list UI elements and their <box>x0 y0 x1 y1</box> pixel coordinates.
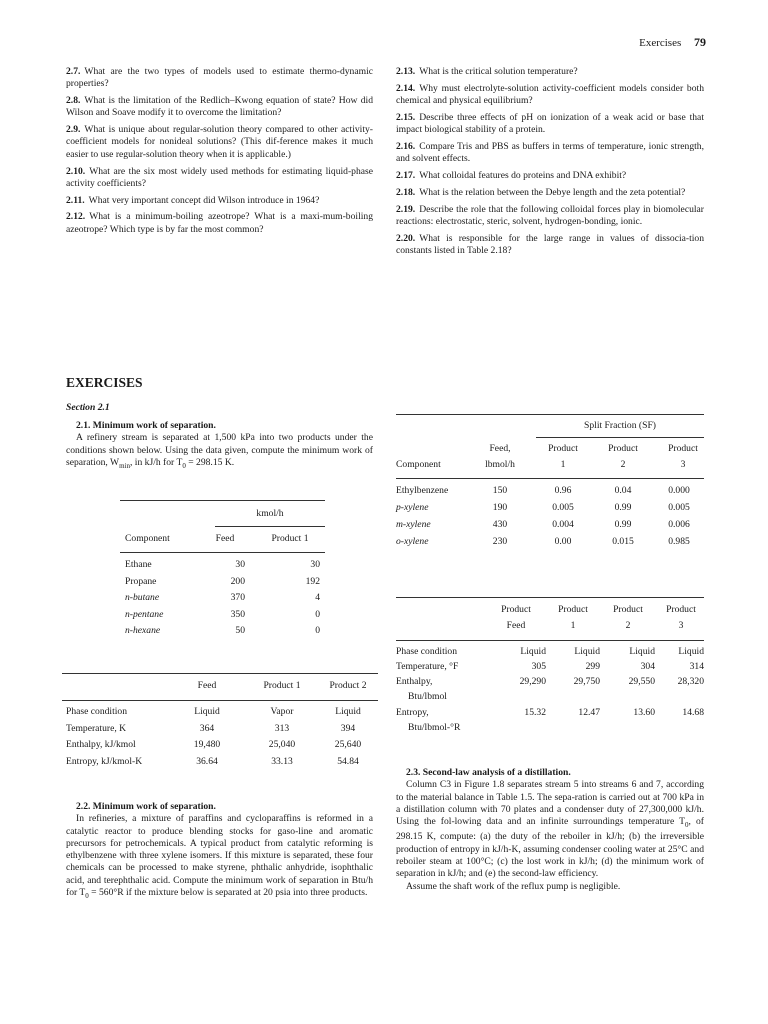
question-2-8: 2.8. What is the limitation of the Redlich–Kwong equation of state? How did Wilson and Soave modify it to overcome the limitation? <box>66 95 373 119</box>
col-header-product-1: Product 1 <box>548 443 578 470</box>
table-cell: 0.985 <box>668 536 690 547</box>
questions-left-column <box>66 66 373 241</box>
table-cell: 313 <box>274 722 290 734</box>
exercise-2-1-title: Minimum work of separation. <box>92 420 216 431</box>
table-cell-component: Propane <box>125 575 157 587</box>
table-cell: 314 <box>689 661 704 672</box>
table-cell-feed: 370 <box>230 592 245 603</box>
table-cell-product-1: 30 <box>310 559 320 570</box>
col-header-product-2: Product 2 <box>329 680 367 691</box>
table-cell-component: m-xylene <box>396 519 431 530</box>
col-header-product-1: Product 1 <box>263 680 301 691</box>
table-cell-feed: 350 <box>230 608 245 620</box>
exercise-2-2 <box>66 801 373 902</box>
question-2-10: 2.10. What are the six most widely used methods for estimating liquid-phase activity coefficients? <box>66 165 373 189</box>
table-cell: Liquid <box>574 646 600 657</box>
table-cell-product-1: 192 <box>305 575 320 587</box>
table-rule <box>215 526 325 527</box>
table-row-label: Phase condition <box>396 646 458 657</box>
table-row-label: Entropy, kJ/kmol-K <box>66 755 143 767</box>
table-rule <box>536 437 704 438</box>
table-cell: 0.04 <box>614 485 632 496</box>
table-cell-component: n-hexane <box>125 625 161 636</box>
table-cell: 0.005 <box>552 502 574 513</box>
table-cell-product-1: 0 <box>315 625 320 636</box>
table-cell: 29,550 <box>628 676 655 687</box>
table-cell-product-1: 4 <box>315 592 320 603</box>
exercise-2-2-title: Minimum work of separation. <box>92 801 216 812</box>
table-cell: 33.13 <box>271 755 293 767</box>
table-cell: 29,290 <box>519 676 546 687</box>
stream-properties-table <box>62 673 378 773</box>
col-header-component: Component <box>396 459 441 470</box>
table-cell: 15.32 <box>524 707 546 718</box>
question-2-15: 2.15. Describe three effects of pH on ionization of a weak acid or base that impact biological stability of a protein. <box>396 111 704 136</box>
table-rule <box>396 478 704 479</box>
question-2-20: 2.20. What is responsible for the large range in values of dissocia-tion constants listed in Table 2.18? <box>396 232 704 257</box>
table-cell: 299 <box>585 661 600 672</box>
table-cell: 0.004 <box>552 519 574 530</box>
table-cell: 0.005 <box>668 502 690 513</box>
table-cell: 13.60 <box>633 707 655 718</box>
table-cell: 430 <box>492 519 508 530</box>
table-row-label: Btu/lbmol-°R <box>408 722 461 733</box>
col-header: Product Feed <box>501 604 531 631</box>
table-cell: 12.47 <box>578 707 600 718</box>
exercise-2-3-body: Column C3 in Figure 1.8 separates stream 5 into streams 6 and 7, according to the material balance in Table 1.5. The sepa-ration is carried out at 700 kPa in a distillation column with 70 plates and a condenser duty of 27,300,000 kJ/h. Using the fol-lowing data and an infinite surroundings temperature $T_0$, of 298.15 K, compute: (a) the duty of the reboiler in kJ/h; (b) the irreversible production of entropy in kJ/h-K, assuming condenser cooling water at 25°C and reboiler steam at 100°C; (c) the lost work in kJ/h; (d) the minimum work of separation in kJ/h; and (e) the second-law efficiency. <box>396 779 704 880</box>
table-cell: 0.000 <box>668 485 690 496</box>
question-2-13: 2.13. What is the critical solution temperature? <box>396 66 578 77</box>
table-cell: Liquid <box>335 706 361 717</box>
col-header-feed: Feed <box>215 533 235 544</box>
question-2-17: 2.17. What colloidal features do proteins and DNA exhibit? <box>396 170 627 182</box>
exercises-heading: EXERCISES <box>66 375 143 390</box>
table-rule <box>396 597 704 598</box>
table-cell: 394 <box>340 722 356 734</box>
col-header-feed: Feed, lbmol/h <box>485 443 515 470</box>
col-header: Product 3 <box>666 604 696 631</box>
question-2-12: 2.12. What is a minimum-boiling azeotrope? What is a maxi-mum-boiling azeotrope? Which type is by far the most common? <box>66 211 373 235</box>
exercise-2-3-title: Second-law analysis of a distillation. <box>422 767 571 778</box>
col-header-product-3: Product 3 <box>668 443 698 470</box>
table-cell: 14.68 <box>682 707 704 718</box>
table-cell: Liquid <box>520 646 546 657</box>
question-2-18: 2.18. What is the relation between the Debye length and the zeta potential? <box>396 186 686 198</box>
table-rule <box>120 500 325 501</box>
exercise-2-3 <box>396 767 704 893</box>
table-rule <box>396 414 704 415</box>
table-row-label: Phase condition <box>66 706 128 717</box>
table-row-label: Btu/lbmol <box>408 691 447 702</box>
table-cell: 230 <box>492 536 508 547</box>
col-header-product-1: Product 1 <box>271 533 309 544</box>
questions-right-column <box>396 66 704 262</box>
table-cell: Liquid <box>629 646 655 657</box>
table-cell: 150 <box>492 485 508 496</box>
table-cell: 304 <box>640 661 655 672</box>
table-cell: 19,480 <box>193 739 221 750</box>
question-2-7: 2.7. What are the two types of models used to estimate thermo-dynamic properties? <box>66 66 373 90</box>
question-2-11: 2.11. What very important concept did Wilson introduce in 1964? <box>66 194 320 206</box>
col-header-product-2: Product 2 <box>608 443 638 470</box>
table-cell: Liquid <box>678 646 704 657</box>
table-cell: 0.99 <box>614 502 632 513</box>
exercise-2-1-body: A refinery stream is separated at 1,500 kPa into two products under the conditions shown below. Using the data given, compute the minimum work of separation, $W_{min}$, in kJ/h for $T_0 = 298.15$ K. <box>66 432 373 470</box>
col-header: Product 1 <box>558 604 588 631</box>
table-cell-component: p-xylene <box>396 502 429 513</box>
table-rule <box>396 640 704 641</box>
table-cell: 305 <box>531 661 546 672</box>
table-cell: 0.006 <box>668 519 690 530</box>
col-header-feed: Feed <box>197 680 217 691</box>
col-header: Product 2 <box>613 604 643 631</box>
table-cell-component: n-pentane <box>125 608 164 620</box>
stream-conditions-table <box>396 597 704 747</box>
question-2-9: 2.9. What is unique about regular-solution theory compared to other activity-coefficient models for nonideal solutions? (This dif-ference makes it much easier to use regular-solution theory when it is applicable.) <box>66 124 373 160</box>
exercise-2-1-number: 2.1. <box>76 420 91 431</box>
table-group-header: kmol/h <box>256 508 284 519</box>
table-cell: 0.99 <box>614 519 632 530</box>
table-cell: 0.00 <box>554 536 572 547</box>
table-cell-product-1: 0 <box>315 608 320 620</box>
table-cell-feed: 200 <box>230 575 245 587</box>
table-cell: 36.64 <box>196 755 218 767</box>
table-row-label: Temperature, K <box>66 722 127 734</box>
table-cell: 25,040 <box>268 739 296 750</box>
section-label: Section 2.1 <box>66 402 110 413</box>
split-fraction-table <box>396 414 704 554</box>
running-head <box>639 35 706 50</box>
table-group-header: Split Fraction (SF) <box>584 420 656 431</box>
table-cell: 0.015 <box>612 536 634 547</box>
table-cell: Liquid <box>194 706 220 717</box>
table-cell-feed: 50 <box>235 625 245 636</box>
table-cell-component: n-butane <box>125 592 160 603</box>
question-2-14: 2.14. Why must electrolyte-solution activity-coefficient models consider both chemical and physical equilibrium? <box>396 82 704 107</box>
exercise-2-3-number: 2.3. <box>406 767 421 778</box>
running-head-section: Exercises <box>639 37 682 49</box>
table-cell-component: o-xylene <box>396 536 429 547</box>
question-2-19: 2.19. Describe the role that the following colloidal forces play in biomolecular reactions: electrostatic, steric, solvent, hydrogen-bonding, ionic. <box>396 203 704 227</box>
table-row-label: Entropy, <box>396 707 429 718</box>
table-cell: 0.96 <box>554 485 572 496</box>
table-rule <box>62 700 378 701</box>
table-cell: Vapor <box>270 706 294 717</box>
col-header-component: Component <box>125 533 170 544</box>
exercise-2-3-note: Assume the shaft work of the reflux pump is negligible. <box>406 880 621 892</box>
table-cell-feed: 30 <box>235 559 245 570</box>
question-2-16: 2.16. Compare Tris and PBS as buffers in terms of temperature, ionic strength, and solvent effects. <box>396 140 704 165</box>
exercise-2-2-body: In refineries, a mixture of paraffins and cycloparaffins is reformed in a catalytic reactor to produce blending stocks for gaso-line and aromatic precursors for petrochemicals. A typical product from catalytic reforming is ethylbenzene with three xylene isomers. If this mixture is separated, these four chemicals can be processed to make styrene, phthalic anhydride, isophthalic acid, and terephthalic acid. Compute the minimum work of separation in Btu/h for $T_0 = 560^\circ R$ if the mixture below is separated at 20 psia into three products. <box>66 813 373 900</box>
table-cell: 25,640 <box>334 739 362 750</box>
table-cell: 28,320 <box>677 676 704 687</box>
exercise-2-1 <box>66 420 373 472</box>
exercise-2-2-number: 2.2. <box>76 801 91 812</box>
page-number: 79 <box>694 35 706 49</box>
table-cell: 364 <box>199 722 215 734</box>
table-cell-component: Ethane <box>125 559 152 570</box>
component-flow-table <box>120 500 325 645</box>
table-cell: 29,750 <box>573 676 600 687</box>
table-row-label: Enthalpy, <box>396 676 433 687</box>
table-cell: 54.84 <box>337 755 359 767</box>
table-row-label: Enthalpy, kJ/kmol <box>66 739 136 750</box>
table-cell-component: Ethylbenzene <box>396 485 449 496</box>
table-rule <box>120 552 325 553</box>
table-rule <box>62 673 378 674</box>
table-row-label: Temperature, °F <box>396 661 459 672</box>
table-cell: 190 <box>492 502 508 513</box>
